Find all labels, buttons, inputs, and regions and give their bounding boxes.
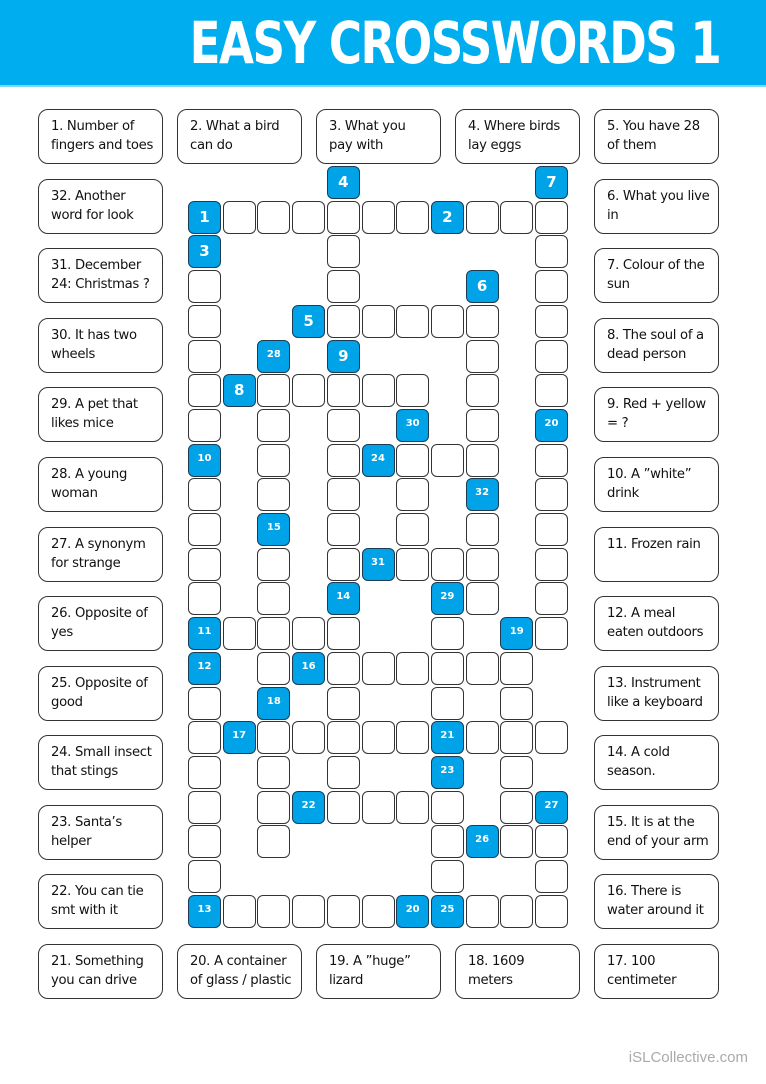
- grid-number-cell: 25: [431, 895, 464, 928]
- grid-number-cell: 32: [466, 478, 499, 511]
- grid-cell[interactable]: [188, 513, 221, 546]
- clue-box: 26. Opposite of yes: [38, 596, 163, 651]
- grid-cell[interactable]: [257, 825, 290, 858]
- clue-box: 22. You can tie smt with it: [38, 874, 163, 929]
- grid-cell[interactable]: [327, 652, 360, 685]
- grid-cell[interactable]: [535, 825, 568, 858]
- clue-box: 4. Where birds lay eggs: [455, 109, 580, 164]
- grid-cell[interactable]: [396, 791, 429, 824]
- grid-cell[interactable]: [188, 721, 221, 754]
- clue-box: 3. What you pay with: [316, 109, 441, 164]
- grid-cell[interactable]: [257, 201, 290, 234]
- grid-cell[interactable]: [396, 721, 429, 754]
- grid-cell[interactable]: [257, 444, 290, 477]
- grid-cell[interactable]: [535, 721, 568, 754]
- grid-number-cell: 13: [188, 895, 221, 928]
- grid-cell[interactable]: [466, 340, 499, 373]
- grid-cell[interactable]: [535, 235, 568, 268]
- grid-cell[interactable]: [188, 374, 221, 407]
- clue-box: 27. A synonym for strange: [38, 527, 163, 582]
- grid-cell[interactable]: [257, 721, 290, 754]
- clue-box: 25. Opposite of good: [38, 666, 163, 721]
- clue-box: 19. A ”huge” lizard: [316, 944, 441, 999]
- grid-number-cell: 20: [535, 409, 568, 442]
- grid-cell[interactable]: [188, 687, 221, 720]
- grid-number-cell: 1: [188, 201, 221, 234]
- grid-cell[interactable]: [327, 478, 360, 511]
- grid-cell[interactable]: [535, 201, 568, 234]
- grid-cell[interactable]: [431, 860, 464, 893]
- grid-cell[interactable]: [257, 478, 290, 511]
- grid-number-cell: 9: [327, 340, 360, 373]
- grid-cell[interactable]: [327, 617, 360, 650]
- grid-cell[interactable]: [500, 756, 533, 789]
- grid-cell[interactable]: [188, 860, 221, 893]
- grid-cell[interactable]: [223, 617, 256, 650]
- grid-cell[interactable]: [535, 895, 568, 928]
- clue-box: 16. There is water around it: [594, 874, 719, 929]
- grid-cell[interactable]: [327, 548, 360, 581]
- clue-box: 21. Something you can drive: [38, 944, 163, 999]
- grid-cell[interactable]: [431, 444, 464, 477]
- grid-cell[interactable]: [466, 444, 499, 477]
- grid-number-cell: 3: [188, 235, 221, 268]
- clue-box: 32. Another word for look: [38, 179, 163, 234]
- clue-box: 14. A cold season.: [594, 735, 719, 790]
- clue-box: 31. December 24: Christmas ?: [38, 248, 163, 303]
- grid-number-cell: 29: [431, 582, 464, 615]
- clue-box: 30. It has two wheels: [38, 318, 163, 373]
- grid-cell[interactable]: [327, 444, 360, 477]
- grid-cell[interactable]: [396, 513, 429, 546]
- grid-cell[interactable]: [327, 721, 360, 754]
- grid-cell[interactable]: [327, 235, 360, 268]
- grid-cell[interactable]: [466, 895, 499, 928]
- grid-cell[interactable]: [535, 340, 568, 373]
- grid-cell[interactable]: [431, 617, 464, 650]
- grid-cell[interactable]: [535, 548, 568, 581]
- grid-cell[interactable]: [327, 270, 360, 303]
- clue-box: 20. A container of glass / plastic: [177, 944, 302, 999]
- grid-number-cell: 5: [292, 305, 325, 338]
- grid-cell[interactable]: [396, 374, 429, 407]
- grid-cell[interactable]: [396, 444, 429, 477]
- grid-cell[interactable]: [257, 409, 290, 442]
- grid-cell[interactable]: [466, 582, 499, 615]
- grid-cell[interactable]: [431, 687, 464, 720]
- grid-cell[interactable]: [535, 582, 568, 615]
- clue-box: 2. What a bird can do: [177, 109, 302, 164]
- grid-cell[interactable]: [257, 652, 290, 685]
- grid-number-cell: 23: [431, 756, 464, 789]
- clue-box: 11. Frozen rain: [594, 527, 719, 582]
- grid-cell[interactable]: [431, 825, 464, 858]
- grid-number-cell: 30: [396, 409, 429, 442]
- grid-cell[interactable]: [535, 305, 568, 338]
- grid-cell[interactable]: [396, 305, 429, 338]
- grid-cell[interactable]: [466, 201, 499, 234]
- clue-box: 5. You have 28 of them: [594, 109, 719, 164]
- grid-number-cell: 22: [292, 791, 325, 824]
- page-title: EASY CROSSWORDS 1: [189, 9, 720, 77]
- grid-cell[interactable]: [188, 791, 221, 824]
- grid-cell[interactable]: [188, 478, 221, 511]
- clue-box: 7. Colour of the sun: [594, 248, 719, 303]
- grid-cell[interactable]: [327, 201, 360, 234]
- grid-number-cell: 26: [466, 825, 499, 858]
- clue-box: 15. It is at the end of your arm: [594, 805, 719, 860]
- grid-cell[interactable]: [292, 201, 325, 234]
- clue-box: 17. 100 centimeter: [594, 944, 719, 999]
- clue-box: 6. What you live in: [594, 179, 719, 234]
- grid-number-cell: 20: [396, 895, 429, 928]
- grid-cell[interactable]: [292, 895, 325, 928]
- grid-number-cell: 8: [223, 374, 256, 407]
- grid-cell[interactable]: [535, 513, 568, 546]
- grid-cell[interactable]: [223, 895, 256, 928]
- grid-cell[interactable]: [327, 374, 360, 407]
- grid-cell[interactable]: [466, 548, 499, 581]
- grid-cell[interactable]: [500, 652, 533, 685]
- grid-cell[interactable]: [431, 791, 464, 824]
- grid-cell[interactable]: [362, 374, 395, 407]
- grid-number-cell: 31: [362, 548, 395, 581]
- grid-number-cell: 24: [362, 444, 395, 477]
- grid-cell[interactable]: [292, 374, 325, 407]
- grid-cell[interactable]: [292, 617, 325, 650]
- clue-box: 28. A young woman: [38, 457, 163, 512]
- grid-number-cell: 7: [535, 166, 568, 199]
- clue-box: 23. Santa’s helper: [38, 805, 163, 860]
- grid-cell[interactable]: [257, 374, 290, 407]
- grid-cell[interactable]: [466, 374, 499, 407]
- grid-number-cell: 21: [431, 721, 464, 754]
- grid-cell[interactable]: [223, 201, 256, 234]
- grid-cell[interactable]: [188, 825, 221, 858]
- grid-number-cell: 17: [223, 721, 256, 754]
- clue-box: 24. Small insect that stings: [38, 735, 163, 790]
- grid-cell[interactable]: [396, 478, 429, 511]
- grid-cell[interactable]: [466, 721, 499, 754]
- grid-cell[interactable]: [257, 895, 290, 928]
- grid-cell[interactable]: [188, 340, 221, 373]
- grid-cell[interactable]: [535, 478, 568, 511]
- grid-cell[interactable]: [500, 791, 533, 824]
- clue-box: 13. Instrument like a keyboard: [594, 666, 719, 721]
- grid-cell[interactable]: [431, 652, 464, 685]
- clue-box: 8. The soul of a dead person: [594, 318, 719, 373]
- clue-box: 29. A pet that likes mice: [38, 387, 163, 442]
- grid-cell[interactable]: [431, 305, 464, 338]
- grid-number-cell: 18: [257, 687, 290, 720]
- grid-number-cell: 6: [466, 270, 499, 303]
- grid-cell[interactable]: [188, 270, 221, 303]
- grid-cell[interactable]: [188, 548, 221, 581]
- grid-cell[interactable]: [500, 201, 533, 234]
- grid-cell[interactable]: [362, 721, 395, 754]
- clue-box: 1. Number of fingers and toes: [38, 109, 163, 164]
- grid-cell[interactable]: [327, 305, 360, 338]
- grid-cell[interactable]: [535, 617, 568, 650]
- grid-cell[interactable]: [466, 305, 499, 338]
- grid-cell[interactable]: [466, 652, 499, 685]
- grid-number-cell: 16: [292, 652, 325, 685]
- grid-cell[interactable]: [257, 791, 290, 824]
- grid-cell[interactable]: [188, 305, 221, 338]
- grid-cell[interactable]: [535, 270, 568, 303]
- grid-cell[interactable]: [257, 582, 290, 615]
- grid-cell[interactable]: [327, 687, 360, 720]
- grid-cell[interactable]: [500, 721, 533, 754]
- clue-box: 12. A meal eaten outdoors: [594, 596, 719, 651]
- grid-number-cell: 27: [535, 791, 568, 824]
- grid-cell[interactable]: [362, 895, 395, 928]
- grid-cell[interactable]: [500, 895, 533, 928]
- grid-number-cell: 11: [188, 617, 221, 650]
- grid-cell[interactable]: [396, 548, 429, 581]
- grid-cell[interactable]: [500, 687, 533, 720]
- grid-cell[interactable]: [535, 860, 568, 893]
- grid-cell[interactable]: [188, 756, 221, 789]
- grid-cell[interactable]: [431, 548, 464, 581]
- grid-number-cell: 2: [431, 201, 464, 234]
- grid-cell[interactable]: [466, 409, 499, 442]
- grid-cell[interactable]: [396, 652, 429, 685]
- title-banner: [0, 0, 766, 87]
- grid-cell[interactable]: [188, 409, 221, 442]
- grid-cell[interactable]: [327, 895, 360, 928]
- clue-box: 10. A ”white” drink: [594, 457, 719, 512]
- grid-cell[interactable]: [292, 721, 325, 754]
- watermark: iSLCollective.com: [628, 1049, 748, 1066]
- grid-cell[interactable]: [396, 201, 429, 234]
- grid-number-cell: 15: [257, 513, 290, 546]
- grid-cell[interactable]: [362, 201, 395, 234]
- grid-number-cell: 12: [188, 652, 221, 685]
- grid-cell[interactable]: [500, 825, 533, 858]
- grid-cell[interactable]: [188, 582, 221, 615]
- grid-cell[interactable]: [535, 374, 568, 407]
- grid-number-cell: 4: [327, 166, 360, 199]
- grid-number-cell: 14: [327, 582, 360, 615]
- grid-cell[interactable]: [327, 791, 360, 824]
- grid-cell[interactable]: [257, 756, 290, 789]
- grid-cell[interactable]: [327, 409, 360, 442]
- grid-cell[interactable]: [362, 652, 395, 685]
- grid-cell[interactable]: [327, 513, 360, 546]
- clue-box: 9. Red + yellow = ?: [594, 387, 719, 442]
- grid-cell[interactable]: [362, 305, 395, 338]
- clue-box: 18. 1609 meters: [455, 944, 580, 999]
- grid-cell[interactable]: [362, 791, 395, 824]
- grid-number-cell: 19: [500, 617, 533, 650]
- grid-cell[interactable]: [257, 548, 290, 581]
- grid-number-cell: 10: [188, 444, 221, 477]
- grid-number-cell: 28: [257, 340, 290, 373]
- grid-cell[interactable]: [466, 513, 499, 546]
- grid-cell[interactable]: [327, 756, 360, 789]
- grid-cell[interactable]: [535, 444, 568, 477]
- grid-cell[interactable]: [257, 617, 290, 650]
